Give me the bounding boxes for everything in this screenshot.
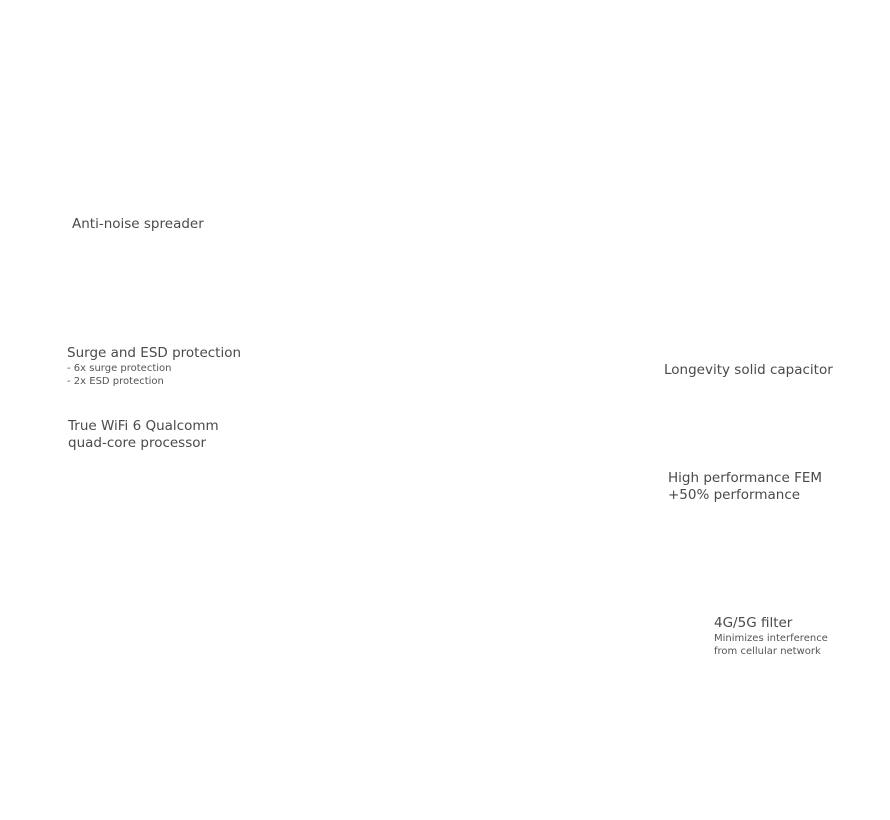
callout-surge-esd-protection [67,345,241,388]
callout-wifi6-processor [68,418,219,452]
anti-noise-spreader-label: Anti-noise spreader [72,216,204,232]
callout-high-performance-fem [668,470,822,504]
filter-title: 4G/5G filter [714,615,793,631]
surge-esd-protection-title: Surge and ESD protection [67,345,242,361]
callout-4g5g-filter [714,615,828,658]
wifi6-processor-line-2: quad-core processor [68,435,207,451]
wifi6-processor-line-1: True WiFi 6 Qualcomm [68,418,219,434]
callout-anti-noise-spreader [72,216,204,233]
fem-line-2: +50% performance [668,487,801,503]
esd-protection-detail: - 2x ESD protection [67,376,164,387]
longevity-capacitor-label: Longevity solid capacitor [664,362,833,378]
filter-detail-line-2: from cellular network [714,646,821,657]
surge-protection-detail: - 6x surge protection [67,363,172,374]
callout-longevity-capacitor [664,362,833,379]
fem-line-1: High performance FEM [668,470,823,486]
filter-detail-line-1: Minimizes interference [714,633,828,644]
